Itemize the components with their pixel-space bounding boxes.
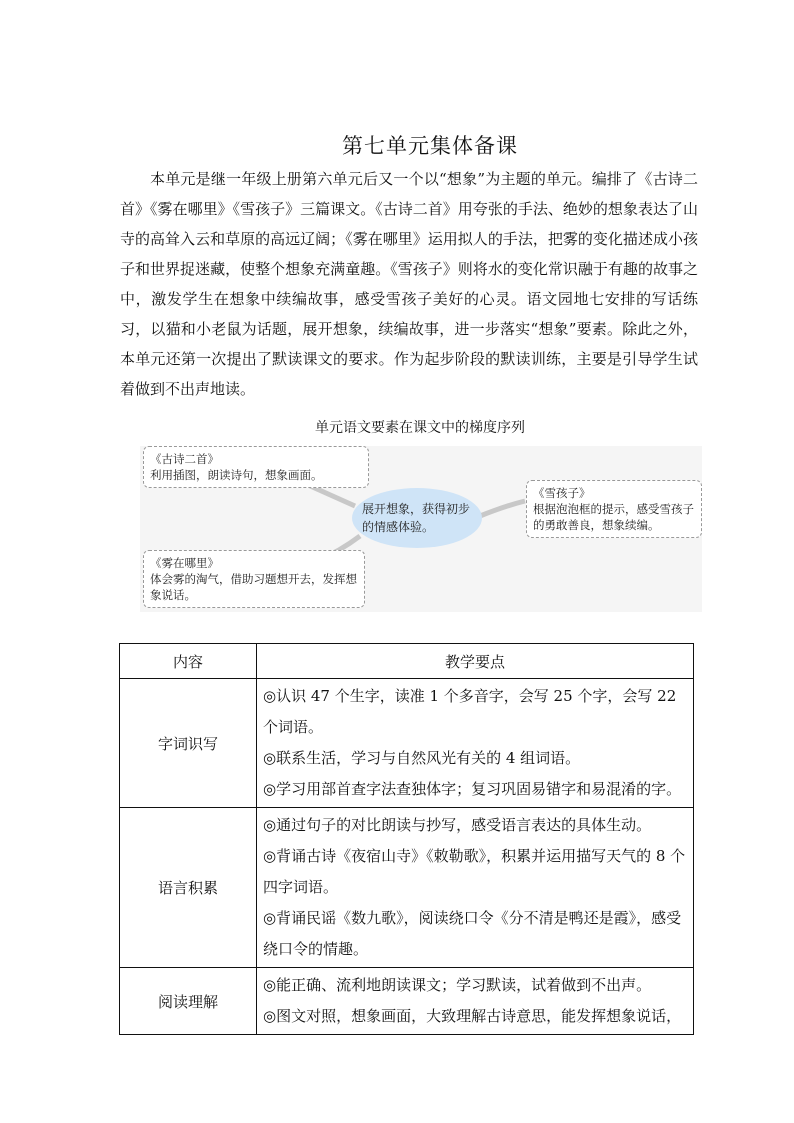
box-wu: 《雾在哪里》 体会雾的淘气，借助习题想开去，发挥想象说话。 [143, 550, 365, 608]
box-gushi: 《古诗二首》 利用插图，朗读诗句，想象画面。 [143, 446, 369, 488]
teaching-point: ◎认识 47 个生字，读准 1 个多音字，会写 25 个字，会写 22 个词语。 [263, 687, 677, 736]
table-row [120, 968, 694, 1035]
table-row [120, 808, 694, 968]
header-points: 教学要点 [257, 644, 694, 679]
row-category: 字词识写 [120, 679, 257, 808]
row-points [257, 808, 694, 968]
teaching-points-table [119, 643, 694, 1035]
diagram-title: 单元语文要素在课文中的梯度序列 [315, 420, 525, 436]
teaching-point: ◎能正确、流利地朗读课文；学习默读，试着做到不出声。 [263, 976, 652, 994]
teaching-point: ◎背诵民谣《数九歌》，阅读绕口令《分不清是鸭还是霞》，感受绕口令的情趣。 [263, 909, 682, 958]
mindmap-diagram [140, 446, 702, 612]
row-category: 语言积累 [120, 808, 257, 968]
table-header-row [120, 644, 694, 679]
teaching-point: ◎背诵古诗《夜宿山寺》《敕勒歌》，积累并运用描写天气的 8 个四字词语。 [263, 847, 686, 896]
row-points [257, 679, 694, 808]
teaching-point: ◎通过句子的对比朗读与抄写，感受语言表达的具体生动。 [263, 816, 652, 834]
box-xue: 《雪孩子》 根据泡泡框的提示，感受雪孩子的勇敢善良，想象续编。 [526, 480, 702, 538]
teaching-point: ◎图文对照，想象画面，大致理解古诗意思，能发挥想象说话， [263, 1007, 682, 1025]
row-points [257, 968, 694, 1035]
connector-xue [480, 501, 525, 516]
row-category: 阅读理解 [120, 968, 257, 1035]
center-node: 展开想象，获得初步的情感体验。 [352, 488, 482, 548]
table-row [120, 679, 694, 808]
intro-paragraph: 本单元是继一年级上册第六单元后又一个以“想象”为主题的单元。编排了《古诗二首》《雾在哪里》《雪孩子》三篇课文。《古诗二首》用夸张的手法、绝妙的想象表达了山寺的高耸入云和草原的高远辽阔；《雾在哪里》运用拟人的手法，把雾的变化描述成小孩子和世界捉迷藏，使整个想象充满童趣。《雪孩子》则将水的变化常识融于有趣的故事之中，激发学生在想象中续编故事，感受雪孩子美好的心灵。语文园地七安排的写话练习，以猫和小老鼠为话题，展开想象，续编故事，进一步落实“想象”要素。除此之外，本单元还第一次提出了默读课文的要求。作为起步阶段的默读训练，主要是引导学生试着做到不出声地读。 [120, 170, 698, 398]
page-title: 第七单元集体备课 [342, 134, 518, 158]
header-content: 内容 [120, 644, 257, 679]
teaching-point: ◎学习用部首查字法查独体字；复习巩固易错字和易混淆的字。 [263, 780, 682, 798]
teaching-point: ◎联系生活，学习与自然风光有关的 4 组词语。 [263, 749, 581, 767]
